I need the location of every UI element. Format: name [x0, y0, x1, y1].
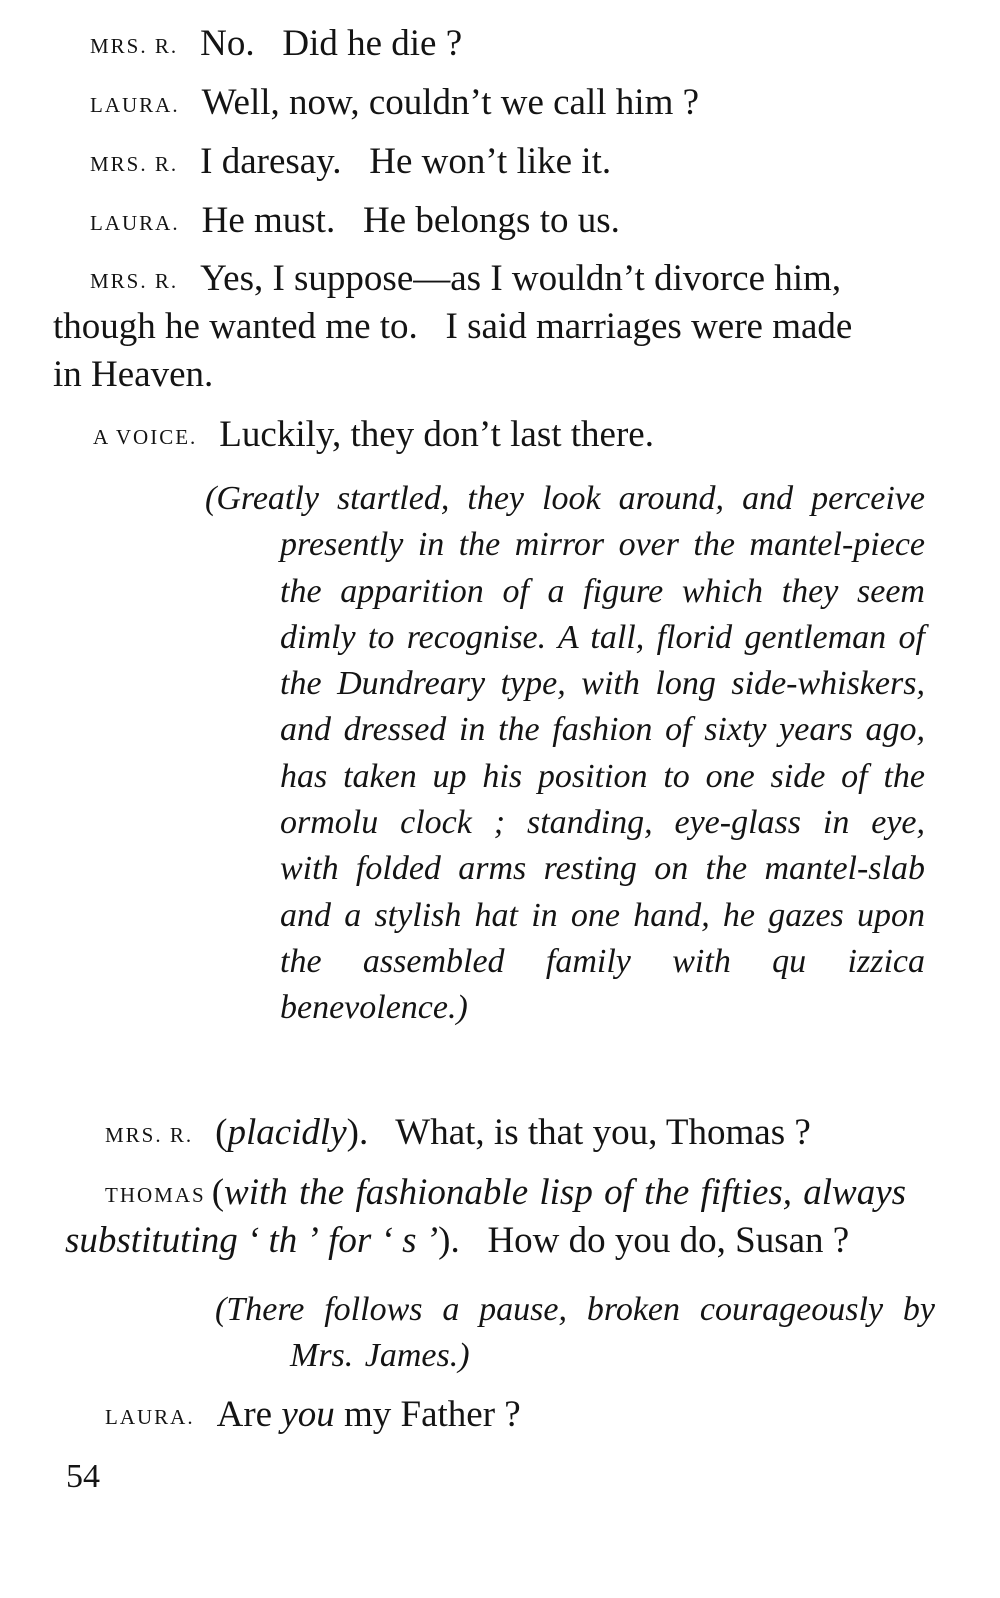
direction-paren: ).	[438, 1220, 488, 1261]
dialogue-line	[93, 411, 654, 461]
dialogue-continuation	[53, 351, 213, 399]
dialogue-text: Yes, I suppose—as I wouldn’t divorce him,	[200, 258, 842, 299]
stage-direction-inline: with the fashionable lisp of the fifties, always	[224, 1172, 907, 1213]
dialogue-line	[90, 197, 620, 247]
direction-paren: (	[211, 1172, 225, 1213]
emphasized-word: you	[281, 1394, 335, 1435]
stage-direction-inline: substituting	[65, 1220, 238, 1261]
speaker-name: MRS. R.	[105, 1123, 194, 1147]
dialogue-continuation	[53, 303, 852, 351]
dialogue-line	[105, 1391, 521, 1441]
direction-paren: ).	[346, 1112, 396, 1153]
dialogue-line	[105, 1169, 906, 1219]
dialogue-line	[90, 255, 841, 305]
speaker-name: LAURA.	[90, 93, 180, 117]
stage-direction-text: (Greatly startled, they look around, and perceive presently in the mirror over the mantel-piece the apparition of a figure which they seem dimly to recognise. A tall, florid gentleman of the Dundreary type, with long side-whiskers, and dressed in the fashion of sixty years ago, has taken up his position to one side of the ormolu clock ; standing, eye-glass in eye, with folded arms resting on the mantel-slab and a stylish hat in one hand, he gazes upon the assembled family with qu izzica benevolence.)	[205, 480, 925, 1027]
dialogue-text: my Father ?	[344, 1394, 521, 1435]
stage-direction-inline: placidly	[227, 1112, 347, 1153]
dialogue-line	[90, 20, 462, 70]
page-number: 54	[66, 1458, 100, 1495]
speaker-name: A VOICE.	[93, 425, 198, 449]
speaker-name: MRS. R.	[90, 152, 179, 176]
dialogue-line	[90, 79, 699, 129]
dialogue-text: I daresay. He won’t like it.	[200, 141, 612, 182]
stage-direction-inline: for	[328, 1220, 372, 1261]
dialogue-line-continued	[65, 1217, 849, 1265]
dialogue-text: How do you do, Susan ?	[487, 1220, 850, 1261]
dialogue-line	[105, 1109, 811, 1159]
quoted-letters: ‘ th ’	[246, 1220, 319, 1261]
speaker-name: LAURA.	[90, 211, 180, 235]
dialogue-text: Are	[216, 1394, 273, 1435]
dialogue-text: No. Did he die ?	[200, 23, 463, 64]
direction-paren: (	[215, 1112, 228, 1153]
dialogue-text: What, is that you, Thomas ?	[395, 1112, 811, 1153]
stage-direction	[215, 1287, 935, 1380]
dialogue-text: in Heaven.	[53, 354, 214, 395]
dialogue-text: though he wanted me to. I said marriages were made	[53, 306, 853, 347]
stage-direction-text: (There follows a pause, broken courageously by Mrs. James.)	[215, 1291, 935, 1375]
speaker-name: MRS. R.	[90, 269, 179, 293]
stage-direction	[205, 476, 925, 1032]
dialogue-text: Luckily, they don’t last there.	[219, 414, 654, 455]
dialogue-text: He must. He belongs to us.	[201, 200, 620, 241]
quoted-letters: ‘ s ’	[380, 1220, 439, 1261]
speaker-name: LAURA.	[105, 1405, 195, 1429]
speaker-name: THOMAS	[105, 1183, 206, 1207]
speaker-name: MRS. R.	[90, 34, 179, 58]
dialogue-text: Well, now, couldn’t we call him ?	[201, 82, 700, 123]
dialogue-line	[90, 138, 611, 188]
